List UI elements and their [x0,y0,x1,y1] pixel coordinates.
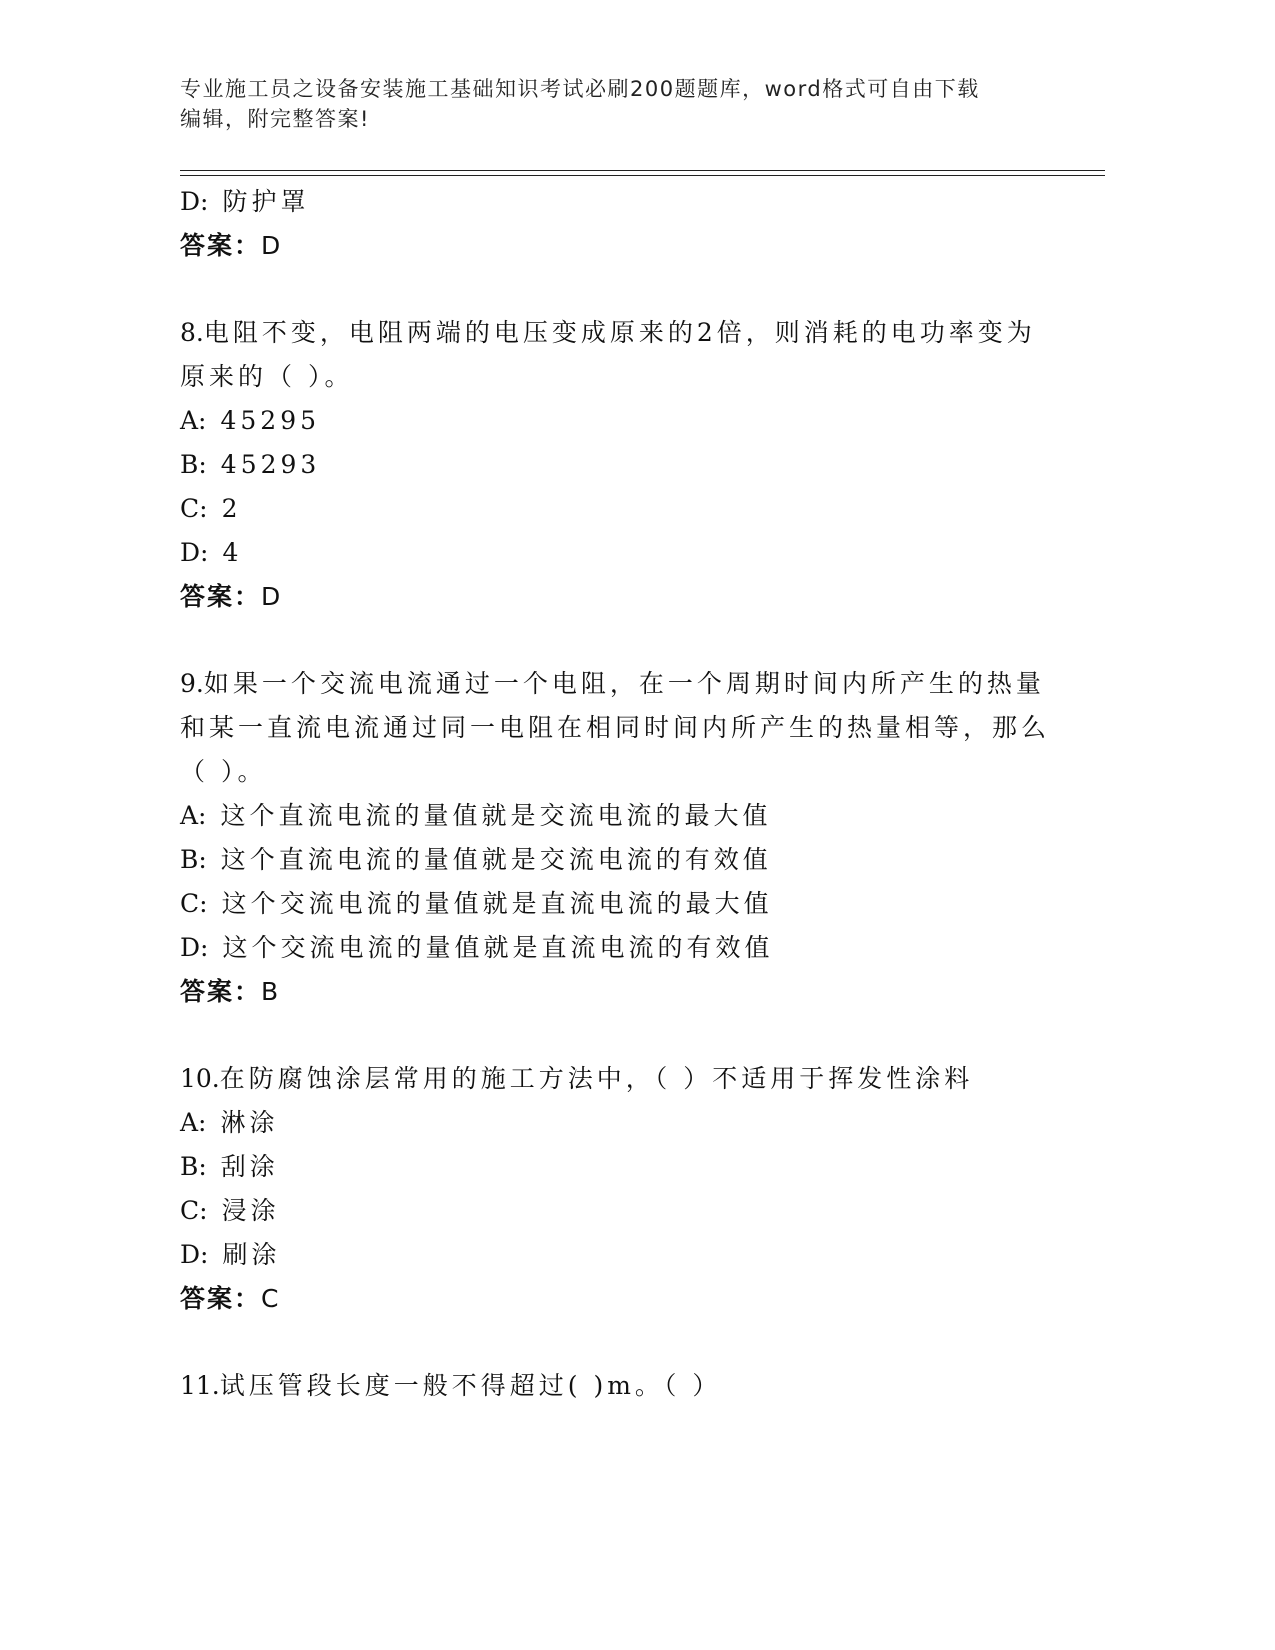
option-c [180,1189,1040,1233]
option-label: B: [180,1152,207,1181]
option-text: 4 [222,538,243,567]
question-text: 如果一个交流电流通过一个电阻，在一个周期时间内所产生的热量 [203,669,1045,698]
question-number: 10. [180,1064,220,1093]
option-label: C: [180,494,208,523]
question-text: 电阻不变，电阻两端的电压变成原来的2倍，则消耗的电功率变为 [203,318,1036,347]
option-text: 浸涂 [221,1196,280,1225]
answer-value: D [261,582,283,611]
option-label: D: [180,538,209,567]
header-title-line-1: 专业施工员之设备安装施工基础知识考试必刷200题题库，word格式可自由下载 [180,77,980,101]
option-d [180,1233,1040,1277]
option-b [180,443,1040,487]
option-label: A: [180,801,207,830]
option-label: B: [180,450,207,479]
option-text: 刷涂 [222,1240,281,1269]
header-title-line-2: 编辑，附完整答案! [180,107,370,131]
option-text: 45293 [220,450,321,479]
question-10 [180,1057,1040,1321]
question-text-line [180,750,1040,794]
option-c [180,487,1040,531]
question-text-line [180,311,1040,355]
option-text: 刮涂 [220,1152,279,1181]
question-number: 11. [180,1371,220,1400]
option-label: A: [180,406,207,435]
option-text: 这个交流电流的量值就是直流电流的有效值 [222,933,774,962]
option-d [180,531,1040,575]
answer-line [180,224,1040,268]
header-divider-bottom [180,175,1105,176]
option-a [180,794,1040,838]
option-label: C: [180,1196,208,1225]
option-d [180,926,1040,970]
option-label: C: [180,889,208,918]
option-text: 45295 [220,406,321,435]
question-text-line [180,706,1051,750]
question-text-line [180,1057,1040,1101]
option-text: 2 [221,494,242,523]
option-a [180,1101,1040,1145]
question-text-line [180,355,1040,399]
question-9 [180,662,1051,1014]
answer-label: 答案： [180,977,262,1006]
option-text: 这个直流电流的量值就是交流电流的有效值 [220,845,772,874]
option-label: A: [180,1108,207,1137]
option-d [180,180,1040,224]
option-a [180,399,1040,443]
question-list [180,180,1051,1408]
question-text-line [180,1364,1040,1408]
answer-line [180,575,1040,619]
option-label: D: [180,187,209,216]
answer-line [180,970,1040,1014]
question-number: 9. [180,669,204,698]
answer-line [180,1277,1040,1321]
option-text: 这个直流电流的量值就是交流电流的最大值 [220,801,772,830]
answer-label: 答案： [180,231,262,260]
option-text: 淋涂 [220,1108,279,1137]
question-text: 在防腐蚀涂层常用的施工方法中，（ ）不适用于挥发性涂料 [219,1064,974,1093]
question-8 [180,311,1040,619]
option-label: B: [180,845,207,874]
header-divider-top [180,170,1105,171]
option-c [180,882,1040,926]
question-text: 试压管段长度一般不得超过( )m。（ ） [219,1371,722,1400]
option-b [180,1145,1040,1189]
question-text: （ ）。 [180,757,267,786]
question-text: 和某一直流电流通过同一电阻在相同时间内所产生的热量相等，那么 [180,713,1051,742]
answer-label: 答案： [180,582,262,611]
question-number: 8. [180,318,204,347]
answer-label: 答案： [180,1284,262,1313]
option-text: 这个交流电流的量值就是直流电流的最大值 [221,889,773,918]
document-header [180,74,1040,134]
option-label: D: [180,1240,209,1269]
question-text-line [180,662,1045,706]
option-b [180,838,1040,882]
option-label: D: [180,933,209,962]
answer-value: C [261,1284,281,1313]
answer-value: B [261,977,281,1006]
question-text: 原来的（ ）。 [180,362,354,391]
option-text: 防护罩 [222,187,310,216]
answer-value: D [261,231,283,260]
previous-question-tail [180,180,1040,268]
question-11 [180,1364,1040,1408]
